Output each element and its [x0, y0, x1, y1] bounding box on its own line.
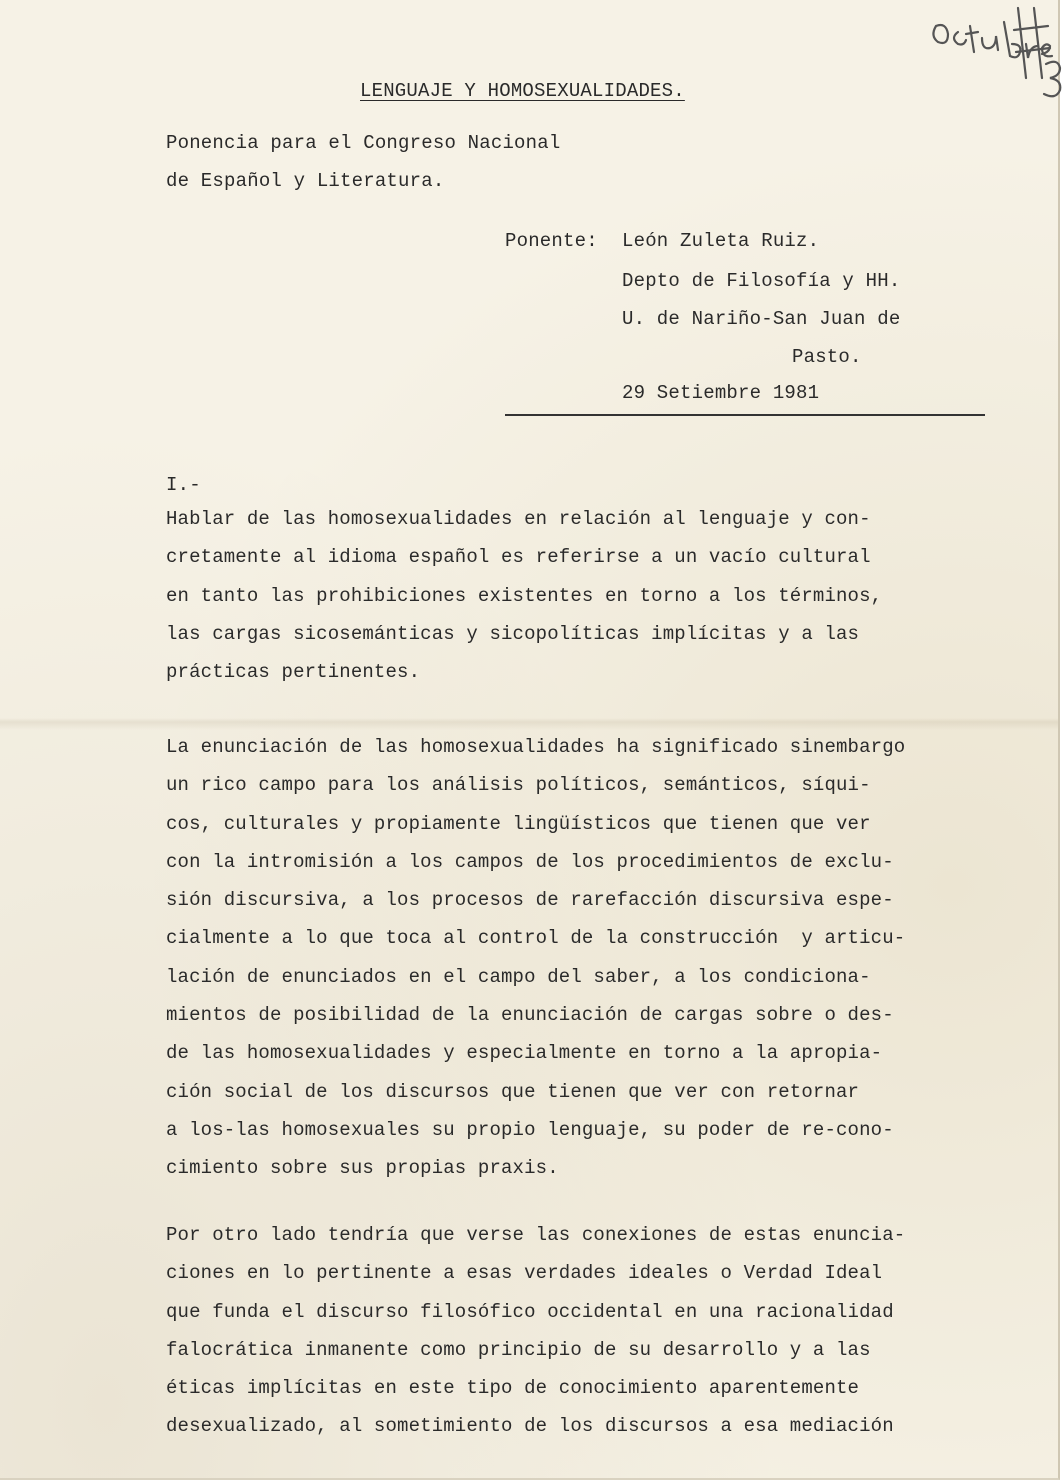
document-date: 29 Setiembre 1981	[622, 382, 820, 404]
text-line: cos, culturales y propiamente lingüísticos que tienen que ver	[166, 812, 871, 835]
text-line: lación de enunciados en el campo del saber, a los condiciona-	[166, 965, 871, 988]
author-city: Pasto.	[792, 346, 862, 368]
text-line: cimiento sobre sus propias praxis.	[166, 1157, 559, 1180]
text-line: sión discursiva, a los procesos de rarefacción discursiva espe-	[166, 889, 894, 912]
subtitle-line-1: Ponencia para el Congreso Nacional	[166, 132, 561, 154]
text-line: con la intromisión a los campos de los procedimientos de exclu-	[166, 850, 894, 873]
header-divider	[505, 414, 985, 416]
text-line: éticas implícitas en este tipo de conocimiento aparentemente	[166, 1377, 860, 1400]
text-line: Hablar de las homosexualidades en relación al lenguaje y con-	[166, 508, 871, 530]
section-label: I.-	[166, 474, 201, 496]
text-line: desexualizado, al sometimiento de los discursos a esa mediación	[166, 1415, 894, 1438]
text-line: ción social de los discursos que tienen que ver con retornar	[166, 1080, 860, 1103]
text-line: mientos de posibilidad de la enunciación de cargas sobre o des-	[166, 1004, 894, 1027]
text-line: La enunciación de las homosexualidades ha significado sinembargo	[166, 736, 906, 758]
text-line: cialmente a lo que toca al control de la construcción y articu-	[166, 927, 906, 950]
text-line: prácticas pertinentes.	[166, 661, 421, 684]
author-label: Ponente:	[505, 230, 598, 252]
paragraph-2	[166, 728, 1006, 1188]
text-line: Por otro lado tendría que verse las conexiones de estas enuncia-	[166, 1224, 906, 1246]
document-title: LENGUAJE Y HOMOSEXUALIDADES.	[360, 80, 685, 102]
paragraph-1	[166, 500, 1006, 691]
text-line: un rico campo para los análisis políticos, semánticos, síqui-	[166, 774, 871, 797]
text-line: que funda el discurso filosófico occidental en una racionalidad	[166, 1300, 894, 1323]
text-line: cretamente al idioma español es referirse a un vacío cultural	[166, 546, 871, 569]
handwritten-annotation	[918, 4, 1064, 114]
text-line: las cargas sicosemánticas y sicopolíticas implícitas y a las	[166, 622, 860, 645]
author-department: Depto de Filosofía y HH.	[622, 270, 901, 292]
subtitle-line-2: de Español y Literatura.	[166, 170, 445, 192]
author-university: U. de Nariño-San Juan de	[622, 308, 901, 330]
text-line: ciones en lo pertinente a esas verdades ideales o Verdad Ideal	[166, 1262, 883, 1285]
text-line: falocrática inmanente como principio de su desarrollo y a las	[166, 1338, 871, 1361]
text-line: de las homosexualidades y especialmente en torno a la apropia-	[166, 1042, 883, 1065]
text-line: en tanto las prohibiciones existentes en torno a los términos,	[166, 584, 883, 607]
text-line: a los-las homosexuales su propio lenguaje, su poder de re-cono-	[166, 1118, 894, 1141]
paragraph-3	[166, 1216, 1006, 1446]
author-name: León Zuleta Ruiz.	[622, 230, 820, 252]
